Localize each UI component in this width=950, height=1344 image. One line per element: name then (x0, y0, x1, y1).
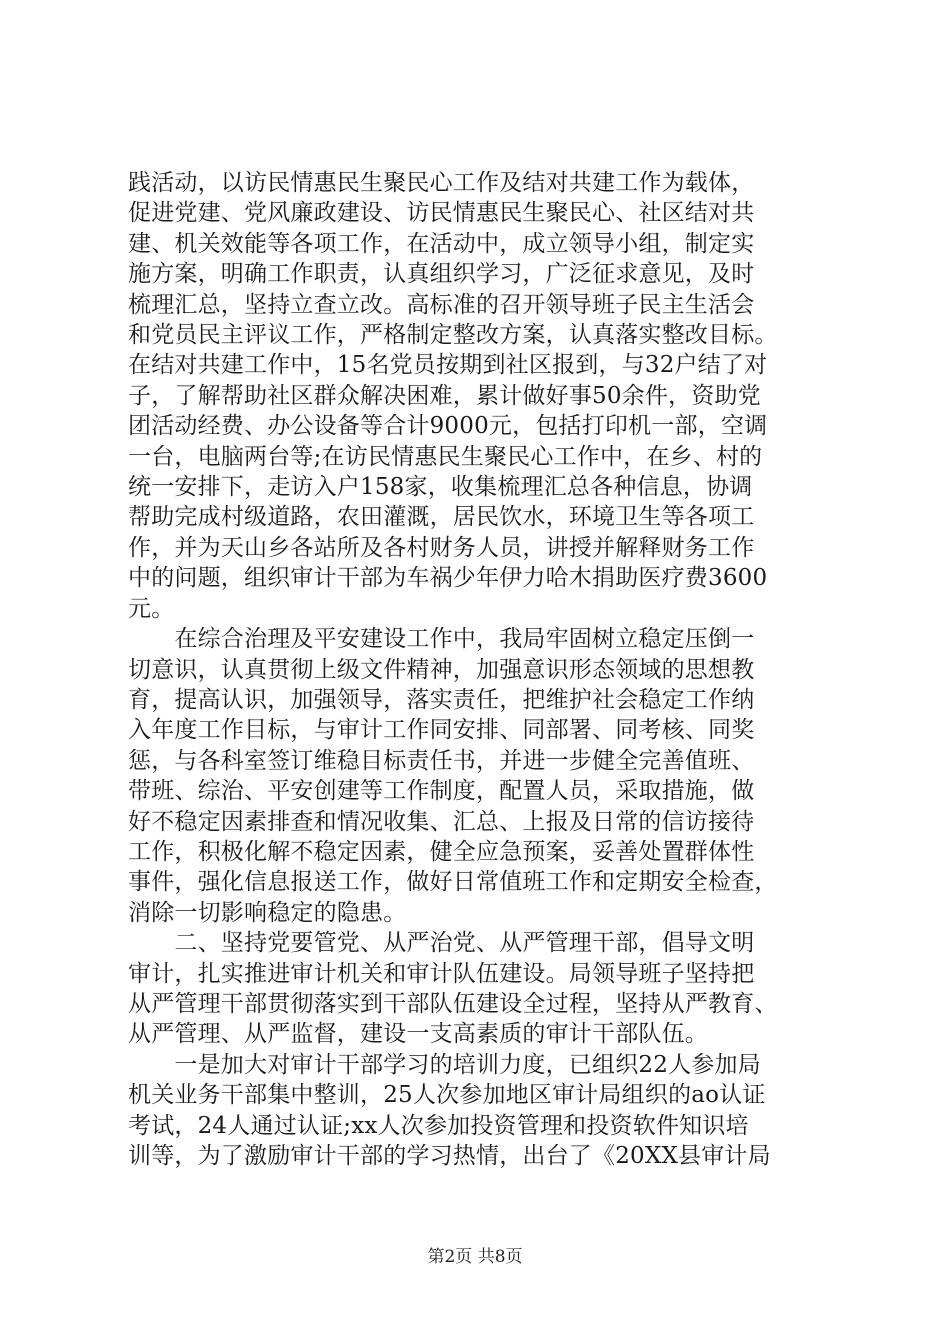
text-line: 从严管理干部贯彻落实到干部队伍建设全过程，坚持从严教育、 (128, 990, 778, 1017)
text-line: 切意识，认真贯彻上级文件精神，加强意识形态领域的思想教 (128, 656, 755, 683)
text-line: 子，了解帮助社区群众解决困难，累计做好事50余件，资助党 (128, 382, 761, 409)
text-line: 从严管理、从严监督，建设一支高素质的审计干部队伍。 (128, 1021, 708, 1048)
text-line: 入年度工作目标，与审计工作同安排、同部署、同考核、同奖 (128, 717, 755, 744)
text-line: 好不稳定因素排查和情况收集、汇总、上报及日常的信访接待 (128, 808, 755, 835)
text-line: 作，并为天山乡各站所及各村财务人员，讲授并解释财务工作 (128, 534, 755, 561)
text-line: 育，提高认识，加强领导，落实责任，把维护社会稳定工作纳 (128, 686, 755, 713)
text-line: 消除一切影响稳定的隐患。 (128, 899, 407, 926)
document-body (128, 168, 858, 1171)
text-line: 施方案，明确工作职责，认真组织学习，广泛征求意见，及时 (128, 261, 755, 288)
text-line: 训等，为了激励审计干部的学习热情，出台了《20XX县审计局 (128, 1143, 771, 1169)
text-line: 考试，24人通过认证;xx人次参加投资管理和投资软件知识培 (128, 1112, 749, 1139)
text-line: 惩，与各科室签订维稳目标责任书，并进一步健全完善值班、 (128, 747, 755, 774)
text-line: 和党员民主评议工作，严格制定整改方案，认真落实整改目标。 (128, 322, 778, 349)
text-line: 团活动经费、办公设备等合计9000元，包括打印机一部，空调 (128, 413, 768, 440)
text-line: 在结对共建工作中，15名党员按期到社区报到，与32户结了对 (128, 352, 768, 379)
text-line: 二、坚持党要管党、从严治党、从严管理干部，倡导文明 (128, 930, 755, 957)
page-footer: 第2页 共8页 (427, 1247, 523, 1267)
text-line: 工作，积极化解不稳定因素，健全应急预案，妥善处置群体性 (128, 838, 755, 865)
text-line: 统一安排下，走访入户158家，收集梳理汇总各种信息，协调 (128, 474, 753, 501)
text-line: 元。 (128, 595, 175, 622)
text-line: 促进党建、党风廉政建设、访民情惠民生聚民心、社区结对共 (128, 200, 755, 227)
text-line: 一是加大对审计干部学习的培训力度，已组织22人参加局 (128, 1051, 761, 1078)
text-line: 机关业务干部集中整训，25人次参加地区审计局组织的ao认证 (128, 1082, 766, 1109)
text-line: 事件，强化信息报送工作，做好日常值班工作和定期安全检查， (128, 869, 778, 896)
text-line: 践活动，以访民情惠民生聚民心工作及结对共建工作为载体， (128, 170, 755, 196)
text-line: 梳理汇总，坚持立查立改。高标准的召开领导班子民主生活会 (128, 291, 755, 318)
text-line: 中的问题，组织审计干部为车祸少年伊力哈木捐助医疗费3600 (128, 565, 768, 592)
text-line: 在综合治理及平安建设工作中，我局牢固树立稳定压倒一 (128, 626, 755, 653)
text-line: 审计，扎实推进审计机关和审计队伍建设。局领导班子坚持把 (128, 960, 755, 987)
text-line: 帮助完成村级道路，农田灌溉，居民饮水，环境卫生等各项工 (128, 504, 755, 531)
text-line: 建、机关效能等各项工作，在活动中，成立领导小组，制定实 (128, 230, 755, 257)
text-line: 带班、综治、平安创建等工作制度，配置人员，采取措施，做 (128, 778, 755, 805)
text-line: 一台，电脑两台等;在访民情惠民生聚民心工作中，在乡、村的 (128, 443, 763, 470)
